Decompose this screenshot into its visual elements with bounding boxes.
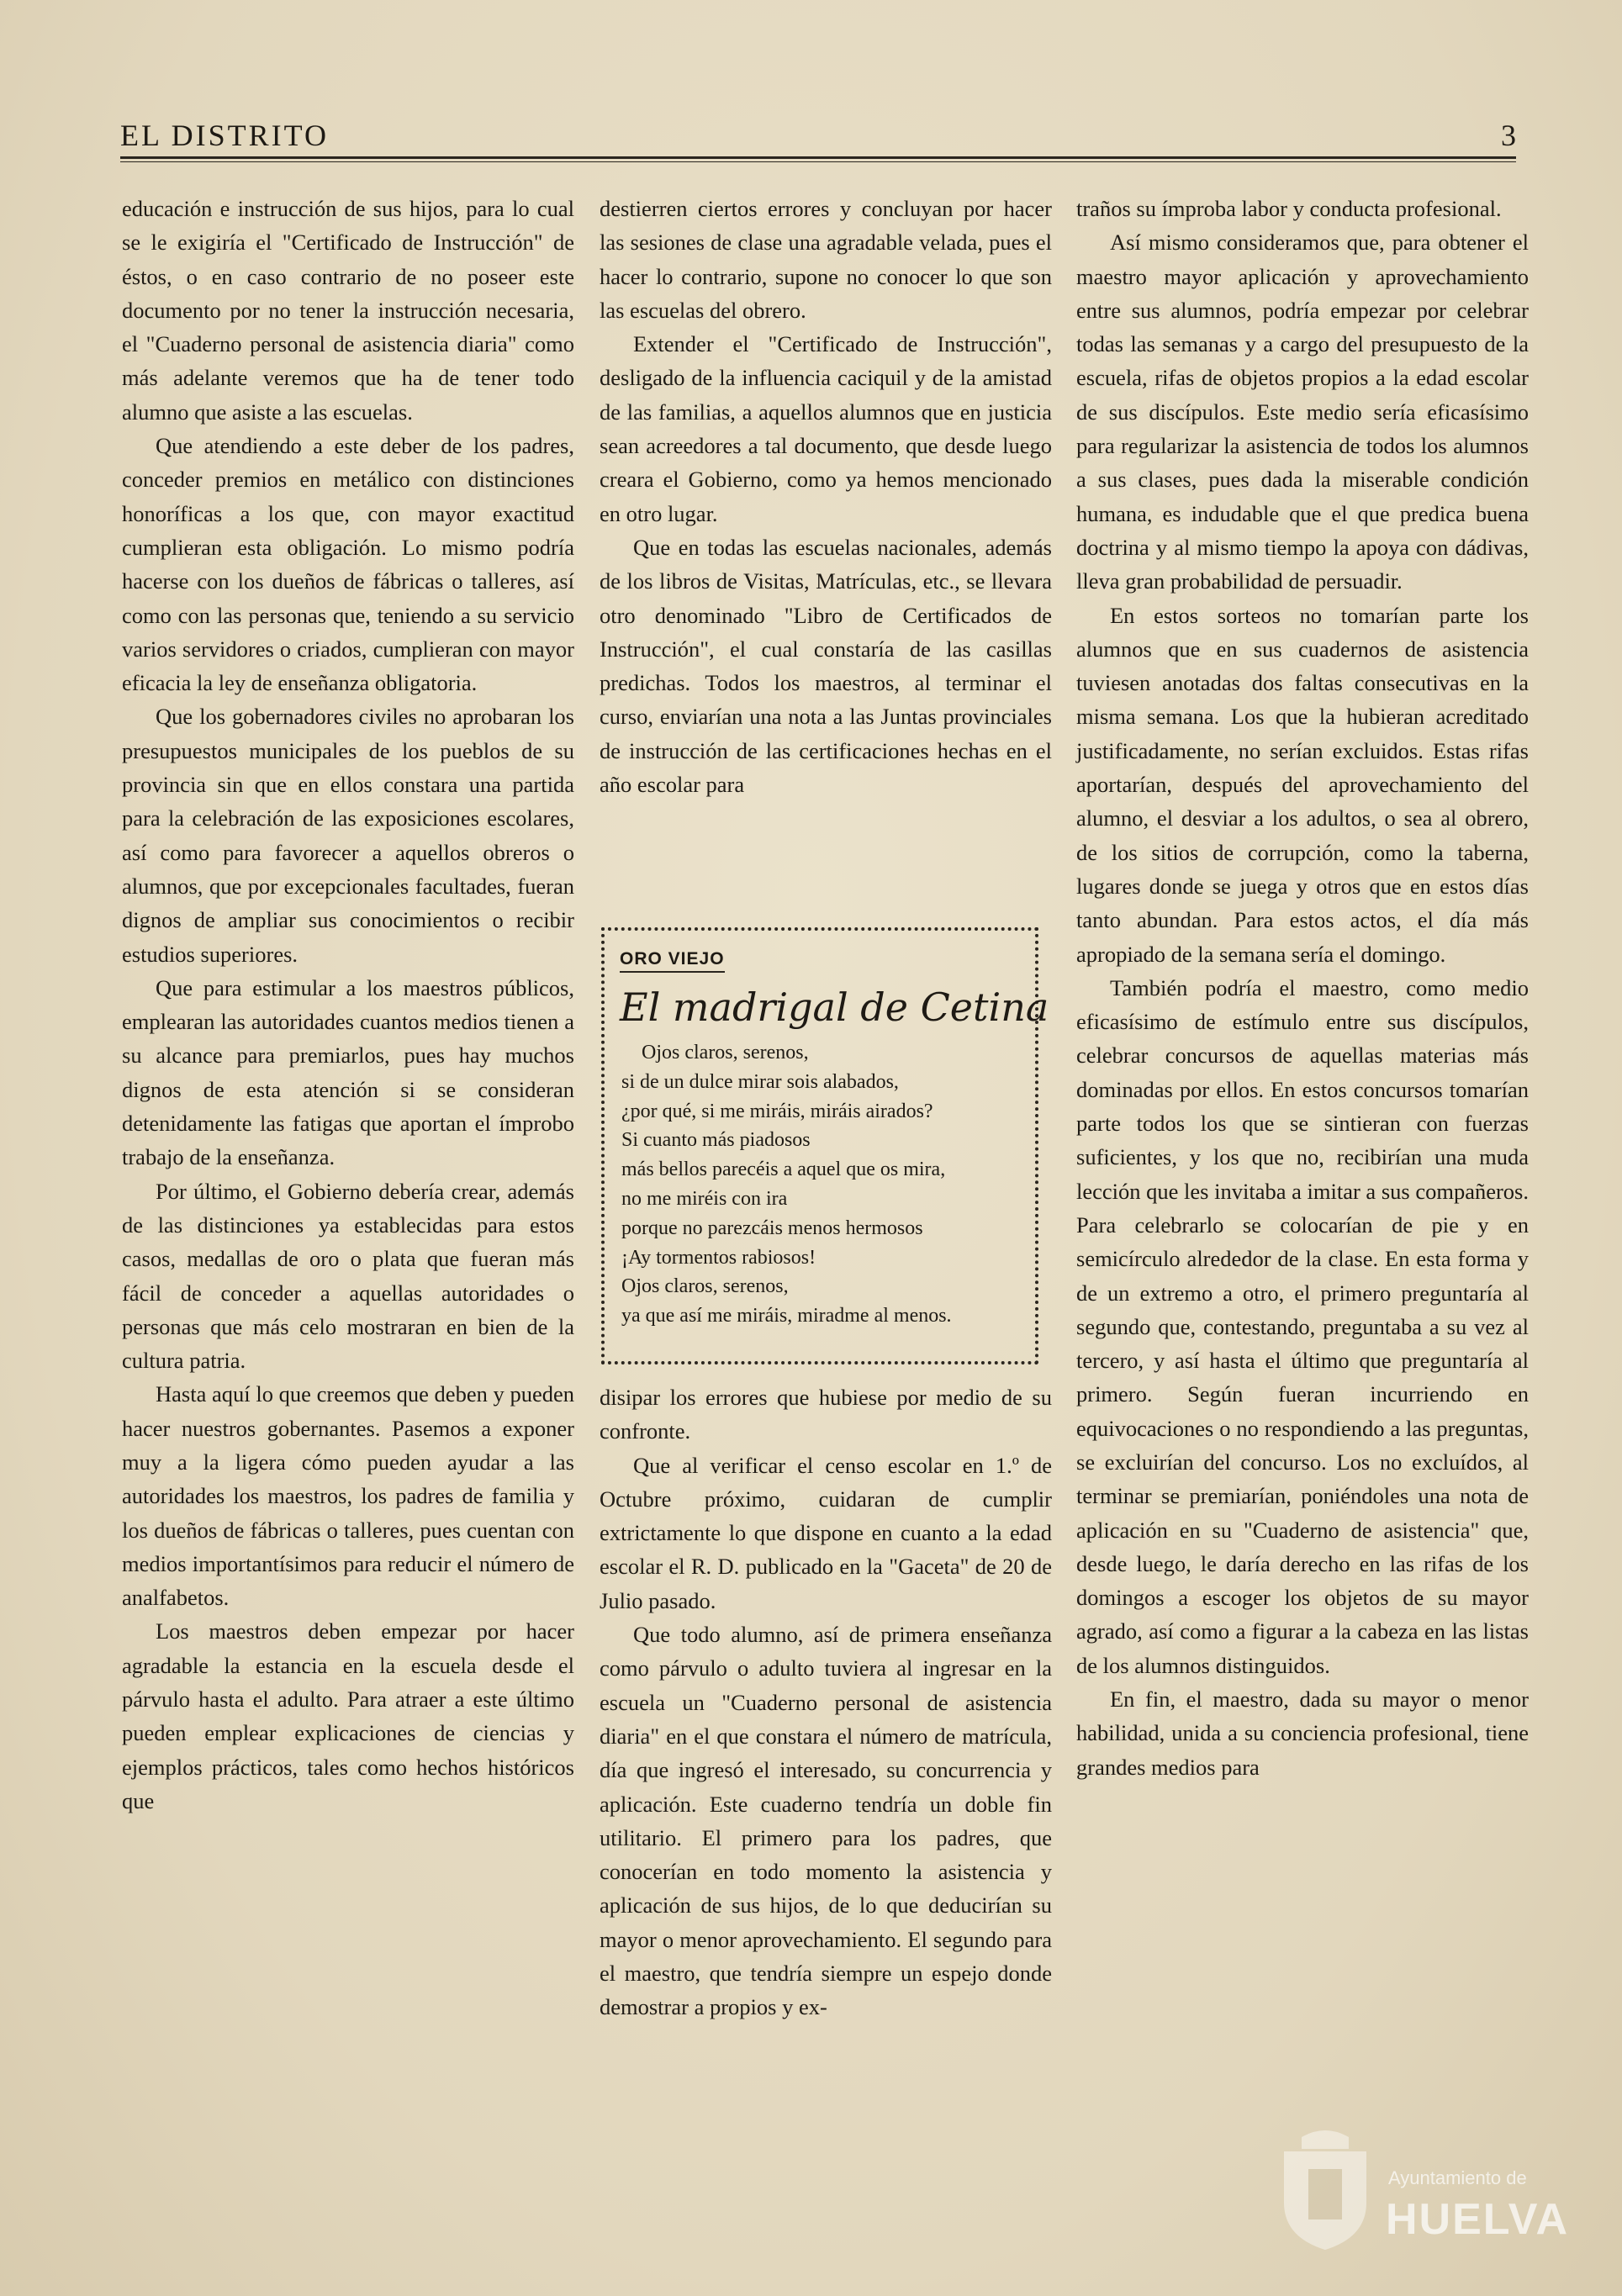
paragraph: También podría el maestro, como medio eficasísimo de estímulo entre sus discípulos, celebrar concursos de aquellas materias más dominadas por ellos. En estos concursos tomarían parte todos los que se sintieran con fuerzas suficientes, y los que no, recibirían una muda lección que les invitaba a imitar a sus compañeros. Para celebrarlo se colocarían de pie y en semicírculo alrededor de la clase. En esta forma y de un extremo a otro, el primero preguntaría al segundo que, contestando, preguntaba a su vez al tercero, y así hasta el último que preguntaría al primero. Según fueran incurriendo en equivocaciones o no respondiendo a las preguntas, se excluirían del concurso. Los no excluídos, al terminar se premiarían, poniéndoles una nota de aplicación en su "Cuaderno de asistencia" que, desde luego, le daría derecho en las rifas de los domingos a escoger los objetos de su mayor agrado, así como a figurar a la cabeza en las listas de los alumnos distinguidos. [1076, 974, 1529, 1678]
poem-box [601, 927, 1049, 1364]
paragraph: Extender el "Certificado de Instrucción", desligado de la influencia caciquil y de la amistad de las familias, a aquellos alumnos que en justicia sean acreedores a tal documento, que desde luego creara el Gobierno, como ya hemos mencionado en otro lugar. [600, 331, 1052, 526]
poem-kicker: ORO VIEJO [620, 949, 725, 973]
poem-line: ¡Ay tormentos rabiosos! [621, 1246, 816, 1269]
crest-icon [1276, 2127, 1374, 2253]
paragraph: educación e instrucción de sus hijos, para lo cual se le exigiría el "Certificado de Instrucción" de éstos, o en caso contrario de no poseer este documento por no tener la instrucción necesaria, el "Cuaderno personal de asistencia diaria" como más adelante veremos que ha de tener todo alumno que asiste a las escuelas. [122, 196, 574, 425]
paragraph: disipar los errores que hubiese por medio de su confronte. [600, 1385, 1052, 1444]
paragraph: Los maestros deben empezar por hacer agradable la estancia en la escuela desde el párvulo hasta el adulto. Para atraer a este último pueden emplear explicaciones de ciencias y ejemplos prácticos, tales como hechos históricos que [122, 1618, 574, 1813]
paragraph: Que atendiendo a este deber de los padres, conceder premios en metálico con distinciones honoríficas a los que, con mayor exactitud cumplieran esta obligación. Lo mismo podría hacerse con los dueños de fábricas o talleres, así como con las personas que, teniendo a su servicio varios servidores o criados, cumplieran con mayor eficacia la ley de enseñanza obligatoria. [122, 433, 574, 696]
page-header [120, 118, 1516, 161]
paragraph: Que en todas las escuelas nacionales, además de los libros de Visitas, Matrículas, etc., se llevara otro denominado "Libro de Certificados de Instrucción", el cual constaría de las casillas predichas. Todos los maestros, al terminar el curso, enviarían una nota a las Juntas provinciales de instrucción de las certificaciones hechas en el año escolar para [600, 534, 1052, 798]
paragraph: Hasta aquí lo que creemos que deben y pueden hacer nuestros gobernantes. Pasemos a exponer muy a la ligera cómo pueden ayudar a las autoridades los maestros, los padres de familia y los dueños de fábricas o talleres, pues cuentan con medios importantísimos para reducir el número de analfabetos. [122, 1381, 574, 1611]
page-number: 3 [1501, 119, 1516, 152]
paragraph: Que al verificar el censo escolar en 1.º de Octubre próximo, cuidaran de cumplir extrictamente lo que dispone en cuanto a la edad escolar el R. D. publicado en la "Gaceta" de 20 de Julio pasado. [600, 1452, 1052, 1613]
paragraph: En estos sorteos no tomarían parte los alumnos que en sus cuadernos de asistencia tuviesen anotadas dos faltas consecutivas en la misma semana. Los que la hubieran acreditado justificadamente, no serían excluidos. Estas rifas aportarían, después del aprovechamiento del alumno, el desviar a los adultos, o sea al obrero, de los sitios de corrupción, como la taberna, lugares donde se juega y otros que en estos días tanto abundan. Para estos actos, el día más apropiado de la semana sería el domingo. [1076, 602, 1529, 967]
watermark-text: Ayuntamiento de [1388, 2167, 1527, 2188]
poem-body [620, 1038, 1023, 1331]
poem-title: El madrigal de Cetina [620, 984, 1049, 1030]
poem-line: más bellos parecéis a aquel que os mira, [621, 1159, 946, 1181]
poem-line: no me miréis con ira [621, 1187, 788, 1210]
poem-line: ¿por qué, si me miráis, miráis airados? [621, 1100, 933, 1122]
paragraph: Que todo alumno, así de primera enseñanza como párvulo o adulto tuviera al ingresar en la escuela un "Cuaderno personal de asistencia diaria" en el que constara el número de matrícula, día que ingresó el interesado, su concurrencia y aplicación. Este cuaderno tendría un doble fin utilitario. El primero para los padres, que conocerían en todo momento la asistencia y aplicación de sus hijos, de lo que deducirían su mayor o menor aprovechamiento. El segundo para el maestro, que tendría siempre un espejo donde demostrar a propios y ex- [600, 1622, 1052, 2020]
poem-line: ya que así me miráis, miradme al menos. [621, 1305, 952, 1327]
poem-line: Si cuanto más piadosos [621, 1129, 811, 1152]
watermark-logo-text: HUELVA [1386, 2195, 1570, 2244]
paragraph: Que para estimular a los maestros públicos, emplearan las autoridades cuantos medios tienen a su alcance para premiarlos, pues hay muchos dignos de esta atención si se consideran detenidamente las fatigas que aportan el ímprobo trabajo de la enseñanza. [122, 974, 574, 1170]
paragraph: destierren ciertos errores y concluyan por hacer las sesiones de clase una agradable velada, pues el hacer lo contrario, supone no conocer lo que son las escuelas del obrero. [600, 196, 1052, 323]
paragraph: Que los gobernadores civiles no aprobaran los presupuestos municipales de los pueblos de su provincia sin que en ellos constara una partida para la celebración de las exposiciones escolares, así como para favorecer a aquellos obreros o alumnos, que por excepcionales facultades, fueran dignos de ampliar sus conocimientos o recibir estudios superiores. [122, 704, 574, 967]
paragraph: Así mismo consideramos que, para obtener el maestro mayor aplicación y aprovechamiento entre sus alumnos, podría empezar por celebrar todas las semanas y a cargo del presupuesto de la escuela, rifas de objetos propios a la edad escolar de sus discípulos. Este medio sería eficasísimo para regularizar la asistencia de todos los alumnos a sus clases, pues dada la miserable condición humana, es indudable que el que predica buena doctrina y al mismo tiempo la apoya con dádivas, lleva gran probabilidad de persuadir. [1076, 230, 1529, 594]
header-rule-thin [120, 161, 1516, 162]
column-1 [122, 192, 574, 1818]
poem-line: porque no parezcáis menos hermosos [621, 1217, 923, 1239]
header-rule [120, 156, 1516, 159]
poem-line: Ojos claros, serenos, [642, 1042, 809, 1064]
paragraph: traños su ímproba labor y conducta profesional. [1076, 196, 1502, 221]
poem-line: si de un dulce mirar sois alabados, [621, 1070, 899, 1093]
paragraph: En fin, el maestro, dada su mayor o menor habilidad, unida a su conciencia profesional, tiene grandes medios para [1076, 1686, 1529, 1780]
poem-line: Ojos claros, serenos, [621, 1275, 789, 1298]
paragraph: Por último, el Gobierno debería crear, además de las distinciones ya establecidas para estos casos, medallas de oro o plata que fueran más fácil de conceder a aquellas autoridades o personas que más celo mostraran en bien de la cultura patria. [122, 1178, 574, 1374]
masthead-title: EL DISTRITO [120, 119, 329, 152]
column-3 [1076, 192, 1529, 1784]
column-2-top [600, 192, 1052, 801]
column-2-bottom [600, 1380, 1052, 2024]
